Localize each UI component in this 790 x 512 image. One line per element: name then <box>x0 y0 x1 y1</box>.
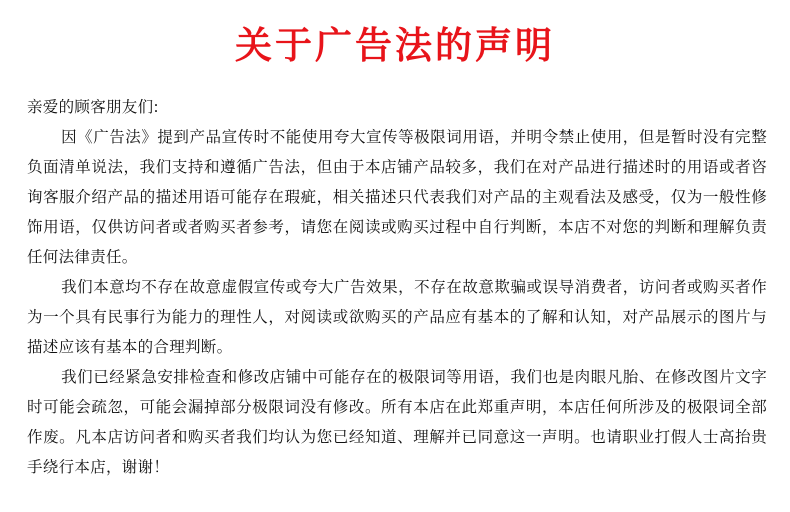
page-title: 关于广告法的声明 <box>235 24 555 67</box>
greeting: 亲爱的顾客朋友们: <box>27 98 159 116</box>
statement-body <box>27 92 767 482</box>
paragraph-1: 因《广告法》提到产品宣传时不能使用夸大宣传等极限词用语，并明令禁止使用，但是暂时没有完整负面清单说法，我们支持和遵循广告法，但由于本店铺产品较多，我们在对产品进行描述时的用语或者咨询客服介绍产品的描述用语可能存在瑕疵，相关描述只代表我们对产品的主观看法及感受，仅为一般性修饰用语，仅供访问者或者购买者参考，请您在阅读或购买过程中自行判断，本店不对您的判断和理解负责任何法律责任。 <box>27 128 767 266</box>
paragraph-3: 我们已经紧急安排检查和修改店铺中可能存在的极限词等用语，我们也是肉眼凡胎、在修改图片文字时可能会疏忽，可能会漏掉部分极限词没有修改。所有本店在此郑重声明，本店任何所涉及的极限词全部作废。凡本店访问者和购买者我们均认为您已经知道、理解并已同意这一声明。也请职业打假人士高抬贵手绕行本店，谢谢！ <box>27 368 767 476</box>
paragraph-2: 我们本意均不存在故意虚假宣传或夸大广告效果，不存在故意欺骗或误导消费者，访问者或购买者作为一个具有民事行为能力的理性人，对阅读或欲购买的产品应有基本的了解和认知，对产品展示的图片与描述应该有基本的合理判断。 <box>27 278 767 356</box>
